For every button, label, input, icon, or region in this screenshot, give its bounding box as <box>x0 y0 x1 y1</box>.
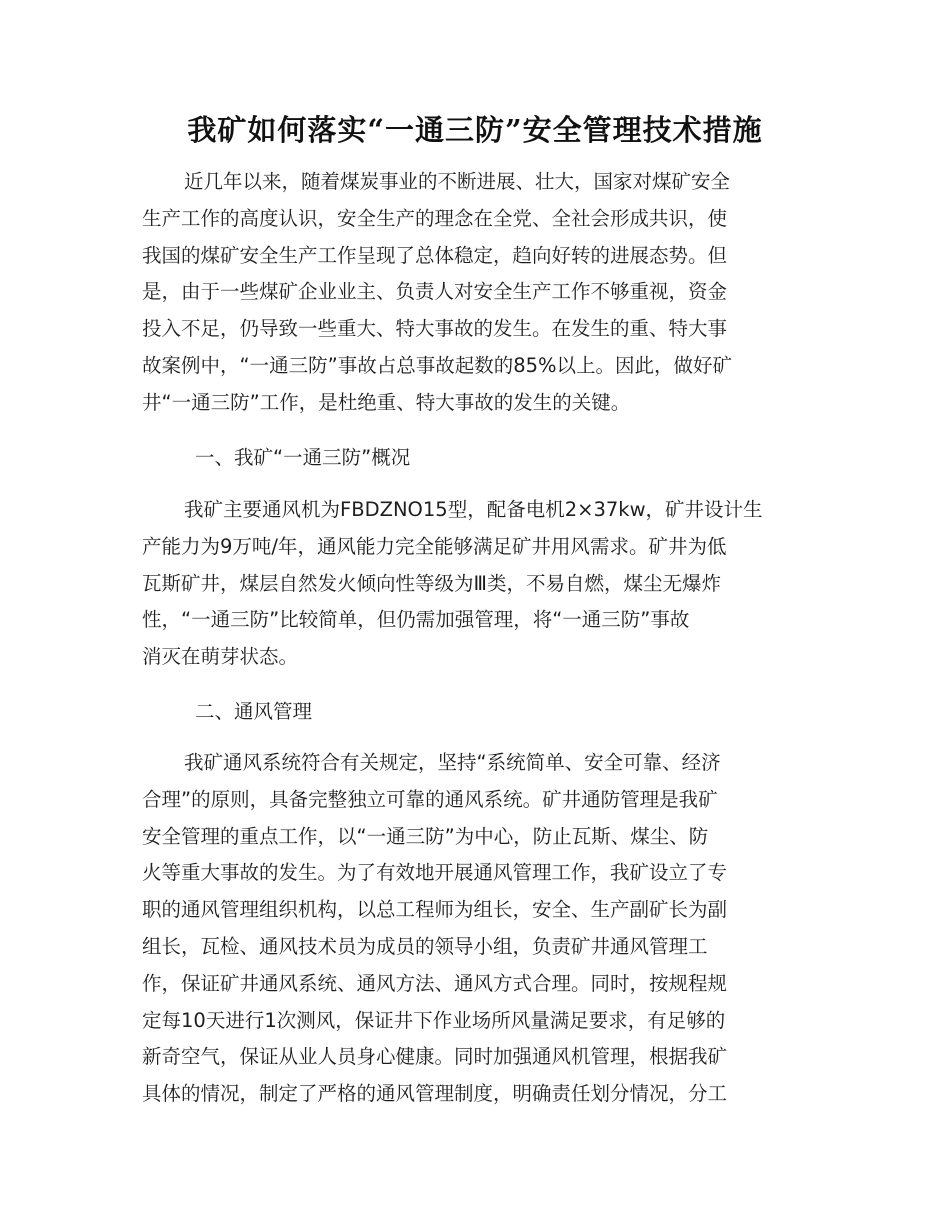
paragraph-line: 性，“一通三防”比较简单，但仍需加强管理，将“一通三防”事故 <box>142 608 690 632</box>
paragraph-line: 投入不足，仍导致一些重大、特大事故的发生。在发生的重、特大事 <box>142 317 728 341</box>
paragraph-line: 职的通风管理组织机构，以总工程师为组长，安全、生产副矿长为副 <box>142 898 728 922</box>
paragraph-line: 生产工作的高度认识，安全生产的理念在全党、全社会形成共识，使 <box>142 206 728 230</box>
section-heading-ventilation: 二、通风管理 <box>195 700 313 723</box>
paragraph-line: 我矿通风系统符合有关规定，坚持“系统简单、安全可靠、经济 <box>184 751 721 774</box>
paragraph-line: 是，由于一些煤矿企业业主、负责人对安全生产工作不够重视，资金 <box>142 280 728 304</box>
paragraph-line: 火等重大事故的发生。为了有效地开展通风管理工作，我矿设立了专 <box>142 861 728 885</box>
paragraph-line: 消灭在萌芽状态。 <box>142 645 299 669</box>
paragraph-overview <box>142 492 810 676</box>
paragraph-line: 具体的情况，制定了严格的通风管理制度，明确责任划分情况，分工 <box>142 1082 728 1106</box>
paragraph-line: 作，保证矿井通风系统、通风方法、通风方式合理。同时，按规程规 <box>142 971 728 995</box>
paragraph-intro <box>142 164 810 422</box>
paragraph-line: 故案例中，“一通三防”事故占总事故起数的85%以上。因此，做好矿 <box>142 353 733 377</box>
paragraph-line: 我国的煤矿安全生产工作呈现了总体稳定，趋向好转的进展态势。但 <box>142 243 728 267</box>
paragraph-line: 新奇空气，保证从业人员身心健康。同时加强通风机管理，根据我矿 <box>142 1045 728 1069</box>
paragraph-line: 近几年以来，随着煤炭事业的不断进展、壮大，国家对煤矿安全 <box>184 170 731 193</box>
paragraph-line: 定每10天进行1次测风，保证井下作业场所风量满足要求，有足够的 <box>142 1008 726 1032</box>
paragraph-line: 井“一通三防”工作，是杜绝重、特大事故的发生的关键。 <box>142 390 631 414</box>
paragraph-line: 安全管理的重点工作，以“一通三防”为中心，防止瓦斯、煤尘、防 <box>142 824 709 848</box>
paragraph-line: 产能力为9万吨/年，通风能力完全能够满足矿井用风需求。矿井为低 <box>142 534 727 558</box>
section-heading-overview: 一、我矿“一通三防”概况 <box>195 446 411 469</box>
document-title: 我矿如何落实“一通三防”安全管理技术措施 <box>187 113 763 147</box>
paragraph-line: 瓦斯矿井，煤层自然发火倾向性等级为Ⅲ类，不易自燃，煤尘无爆炸 <box>142 571 721 595</box>
paragraph-line: 合理”的原则，具备完整独立可靠的通风系统。矿井通防管理是我矿 <box>142 787 718 811</box>
paragraph-line: 组长，瓦检、通风技术员为成员的领导小组，负责矿井通风管理工 <box>142 934 708 958</box>
paragraph-line: 我矿主要通风机为FBDZNO15型，配备电机2×37kw，矿井设计生 <box>184 498 763 521</box>
paragraph-ventilation <box>142 745 810 1113</box>
